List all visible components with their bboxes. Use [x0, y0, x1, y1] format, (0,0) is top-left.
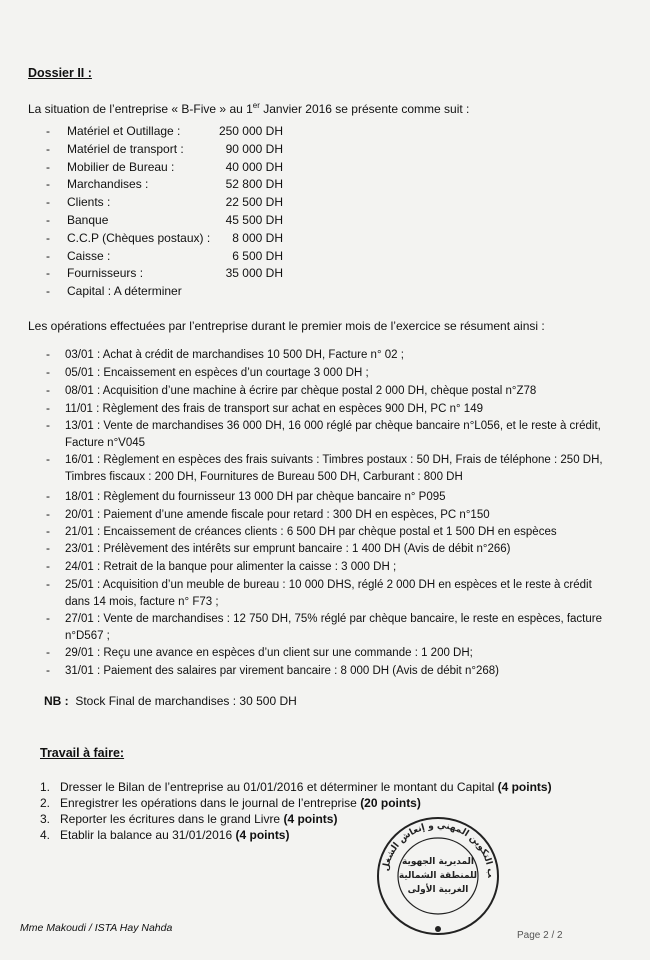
situation-value: 40 000 DH — [225, 159, 283, 174]
bullet-dash: - — [46, 230, 50, 245]
bullet-dash: - — [46, 213, 50, 227]
bullet-dash: - — [46, 124, 50, 138]
operation-item: 16/01 : Règlement en espèces des frais suivants : Timbres postaux : 50 DH, Frais de téléphone : 250 DH, Timbres fiscaux : 200 DH, Fournitures de Bureau 500 DH, Carburant : 800 DH — [65, 454, 603, 483]
stamp-line1: المديرية الجهوية — [401, 857, 475, 867]
nb-note — [44, 693, 297, 709]
task-text: Etablir la balance au 31/01/2016 — [60, 828, 233, 842]
operation-item: 31/01 : Paiement des salaires par virement bancaire : 8 000 DH (Avis de débit n°268) — [65, 665, 499, 677]
situation-value: 90 000 DH — [225, 141, 283, 156]
situation-value: 45 500 DH — [225, 213, 283, 227]
official-stamp — [372, 812, 504, 942]
operation-dash: - — [46, 507, 50, 521]
intro-sup: er — [252, 101, 260, 110]
bullet-dash: - — [46, 266, 50, 281]
operation-item: 27/01 : Vente de marchandises : 12 750 DH, 75% réglé par chèque bancaire, le reste en espèces, facture n°D567 ; — [65, 613, 603, 642]
operation-dash: - — [46, 611, 50, 625]
situation-label: Mobilier de Bureau : — [67, 159, 175, 174]
intro-text — [28, 98, 469, 117]
operation-item: 13/01 : Vente de marchandises 36 000 DH, 16 000 réglé par chèque bancaire n°L056, et le reste à crédit, Facture n°V045 — [65, 420, 601, 449]
intro-before: La situation de l’entreprise « B-Five » au 1 — [28, 102, 253, 116]
situation-label: Fournisseurs : — [67, 266, 144, 281]
situation-label: C.C.P (Chèques postaux) : — [67, 230, 211, 245]
task-text: Reporter les écritures dans le grand Livre — [60, 812, 281, 826]
footer-author: Mme Makoudi / ISTA Hay Nahda — [20, 922, 173, 934]
situation-value: 8 000 DH — [232, 230, 283, 245]
operation-item: 25/01 : Acquisition d’un meuble de bureau : 10 000 DHS, réglé 2 000 DH en espèces et le reste à crédit dans 14 mois, facture n° F73 ; — [65, 579, 592, 608]
situation-value: 52 800 DH — [225, 177, 283, 192]
operation-item: 20/01 : Paiement d’une amende fiscale pour retard : 300 DH en espèces, PC n°150 — [65, 509, 490, 521]
operation-item: 29/01 : Reçu une avance en espèces d’un client sur une commande : 1 200 DH; — [65, 647, 473, 659]
work-title: Travail à faire: — [40, 746, 125, 760]
section-title: Dossier II : — [28, 66, 92, 80]
operation-dash: - — [46, 645, 50, 659]
nb-text: Stock Final de marchandises : 30 500 DH — [75, 694, 297, 708]
operation-item: 03/01 : Achat à crédit de marchandises 10 500 DH, Facture n° 02 ; — [65, 349, 404, 361]
task-item — [60, 812, 337, 826]
page-number: Page 2 / 2 — [517, 930, 563, 941]
operation-dash: - — [46, 663, 50, 677]
task-item — [60, 796, 421, 810]
task-number: 4. — [40, 828, 51, 842]
operation-item: 21/01 : Encaissement de créances clients : 6 500 DH par chèque postal et 1 500 DH en espèces — [65, 526, 557, 538]
operation-item: 23/01 : Prélèvement des intérêts sur emprunt bancaire : 1 400 DH (Avis de débit n°266) — [65, 543, 511, 555]
situation-value: 35 000 DH — [225, 266, 283, 281]
task-number: 3. — [40, 812, 51, 826]
operation-item: 11/01 : Règlement des frais de transport sur achat en espèces 900 DH, PC n° 149 — [65, 403, 483, 415]
task-points: (4 points) — [283, 812, 338, 826]
operation-item: 05/01 : Encaissement en espèces d’un courtage 3 000 DH ; — [65, 367, 369, 379]
situation-label: Matériel de transport : — [67, 141, 184, 156]
task-points: (4 points) — [497, 780, 552, 794]
bullet-dash: - — [46, 248, 50, 263]
situation-value: 250 000 DH — [218, 124, 283, 138]
operation-dash: - — [46, 577, 50, 591]
operations-intro: Les opérations effectuées par l’entreprise durant le premier mois de l’exercice se résument ainsi : — [28, 319, 545, 333]
operation-dash: - — [46, 559, 50, 573]
operation-dash: - — [46, 418, 50, 432]
operation-dash: - — [46, 383, 50, 397]
situation-label: Caisse : — [67, 248, 111, 263]
operation-dash: - — [46, 452, 50, 466]
stamp-ring-text: ب التكوين المهني و إنعاش الشغل — [381, 820, 496, 879]
operation-dash: - — [46, 365, 50, 379]
situation-label: Capital : A déterminer — [67, 284, 182, 299]
task-item — [60, 780, 552, 794]
task-text: Dresser le Bilan de l’entreprise au 01/01/2016 et déterminer le montant du Capital — [60, 780, 495, 794]
bullet-dash: - — [46, 177, 50, 192]
situation-value: 22 500 DH — [225, 195, 283, 210]
task-number: 1. — [40, 780, 51, 794]
stamp-line3: الغربية الأولى — [407, 885, 469, 895]
task-item — [60, 828, 289, 842]
situation-value: 6 500 DH — [232, 248, 283, 263]
operation-dash: - — [46, 541, 50, 555]
bullet-dash: - — [46, 159, 50, 174]
operation-item: 18/01 : Règlement du fournisseur 13 000 DH par chèque bancaire n° P095 — [65, 491, 446, 503]
situation-label: Matériel et Outillage : — [67, 124, 181, 138]
bullet-dash: - — [46, 195, 50, 210]
situation-label: Banque — [67, 213, 109, 227]
task-points: (20 points) — [360, 796, 421, 810]
operation-dash: - — [46, 401, 50, 415]
task-number: 2. — [40, 796, 51, 810]
bullet-dash: - — [46, 141, 50, 156]
operation-dash: - — [46, 347, 50, 361]
nb-label: NB : — [44, 694, 69, 708]
situation-label: Clients : — [67, 195, 111, 210]
operation-item: 24/01 : Retrait de la banque pour alimenter la caisse : 3 000 DH ; — [65, 561, 397, 573]
task-text: Enregistrer les opérations dans le journal de l’entreprise — [60, 796, 357, 810]
operation-item: 08/01 : Acquisition d’une machine à écrire par chèque postal 2 000 DH, chèque postal n°Z78 — [65, 385, 537, 397]
intro-after: Janvier 2016 se présente comme suit : — [259, 102, 470, 116]
operation-dash: - — [46, 489, 50, 503]
operation-dash: - — [46, 524, 50, 538]
bullet-dash: - — [46, 284, 50, 299]
situation-label: Marchandises : — [67, 177, 149, 192]
stamp-line2: للمنطقة الشمالية — [398, 871, 478, 881]
task-points: (4 points) — [235, 828, 290, 842]
